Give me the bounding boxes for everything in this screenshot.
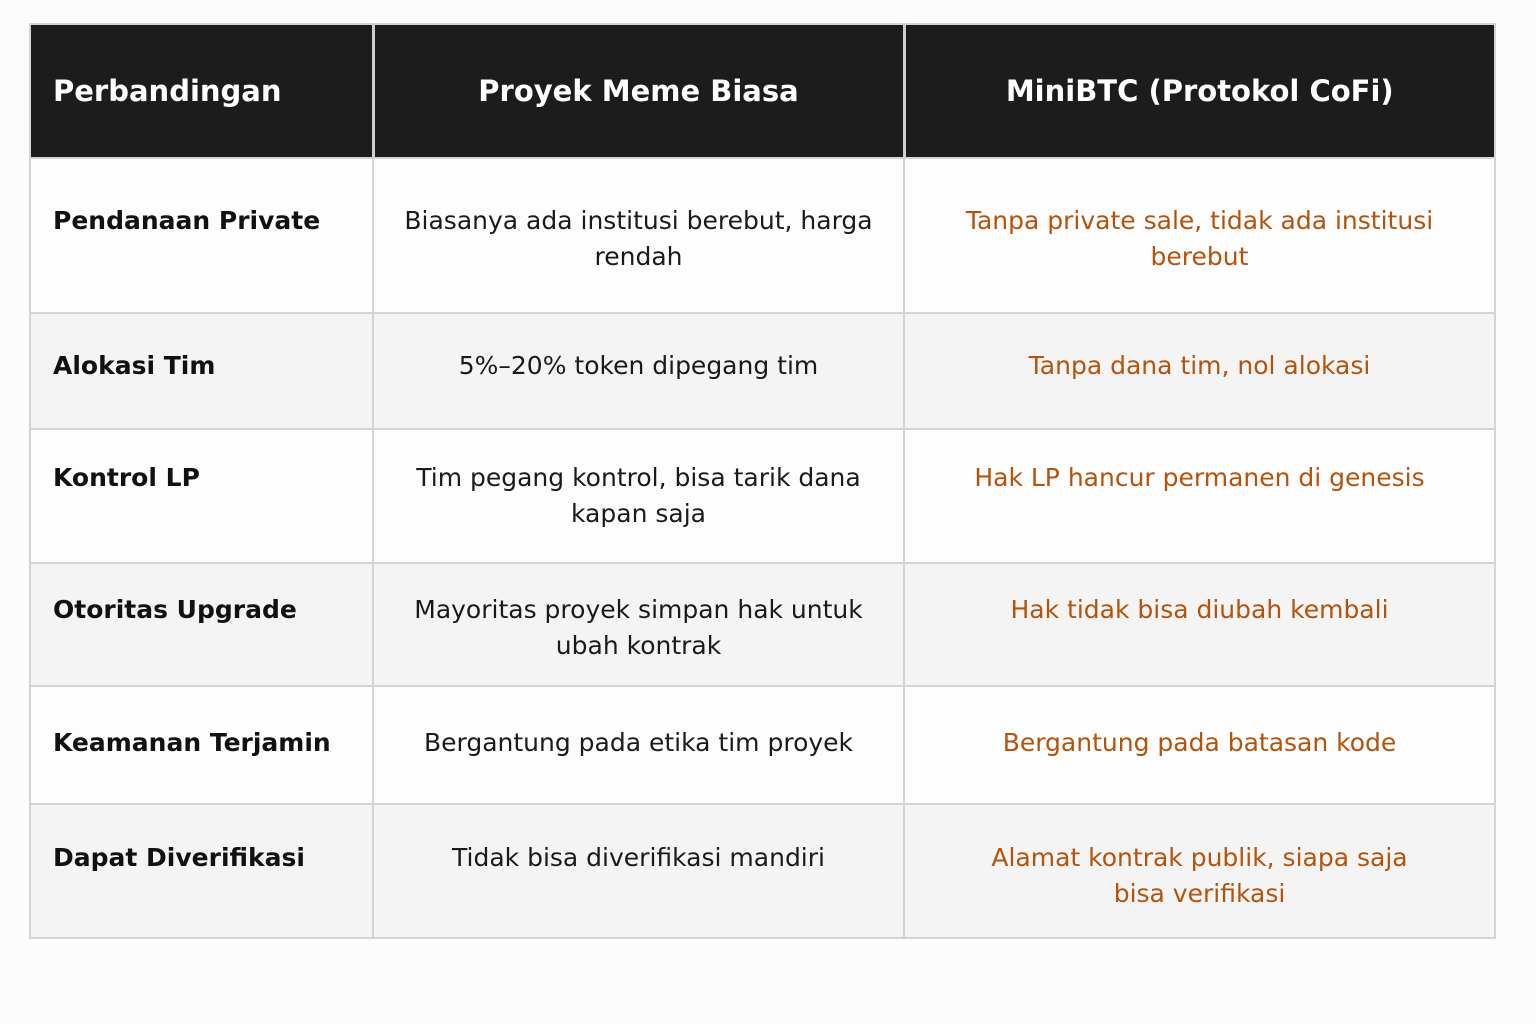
- row-label: Pendanaan Private: [30, 158, 373, 313]
- table-row: [30, 563, 1495, 686]
- table-row: [30, 686, 1495, 804]
- header-perbandingan: Perbandingan: [30, 24, 373, 158]
- comparison-table-container: [29, 23, 1494, 939]
- minibtc-cell: Tanpa private sale, tidak ada institusi berebut: [904, 158, 1495, 313]
- comparison-table: [29, 23, 1496, 939]
- table-row: [30, 158, 1495, 313]
- table-header-row: [30, 24, 1495, 158]
- minibtc-cell: Hak LP hancur permanen di genesis: [904, 429, 1495, 563]
- row-label: Alokasi Tim: [30, 313, 373, 429]
- minibtc-cell: Hak tidak bisa diubah kembali: [904, 563, 1495, 686]
- table-row: [30, 804, 1495, 938]
- table-row: [30, 313, 1495, 429]
- regular-project-cell: Tidak bisa diverifikasi mandiri: [373, 804, 904, 938]
- row-label: Otoritas Upgrade: [30, 563, 373, 686]
- minibtc-cell: Tanpa dana tim, nol alokasi: [904, 313, 1495, 429]
- row-label: Dapat Diverifikasi: [30, 804, 373, 938]
- table-row: [30, 429, 1495, 563]
- row-label: Kontrol LP: [30, 429, 373, 563]
- minibtc-cell: Alamat kontrak publik, siapa saja bisa verifikasi: [904, 804, 1495, 938]
- regular-project-cell: Bergantung pada etika tim proyek: [373, 686, 904, 804]
- header-proyek-meme-biasa: Proyek Meme Biasa: [373, 24, 904, 158]
- regular-project-cell: Tim pegang kontrol, bisa tarik dana kapan saja: [373, 429, 904, 563]
- row-label: Keamanan Terjamin: [30, 686, 373, 804]
- regular-project-cell: 5%–20% token dipegang tim: [373, 313, 904, 429]
- minibtc-cell: Bergantung pada batasan kode: [904, 686, 1495, 804]
- header-minibtc: MiniBTC (Protokol CoFi): [904, 24, 1495, 158]
- regular-project-cell: Biasanya ada institusi berebut, harga rendah: [373, 158, 904, 313]
- regular-project-cell: Mayoritas proyek simpan hak untuk ubah kontrak: [373, 563, 904, 686]
